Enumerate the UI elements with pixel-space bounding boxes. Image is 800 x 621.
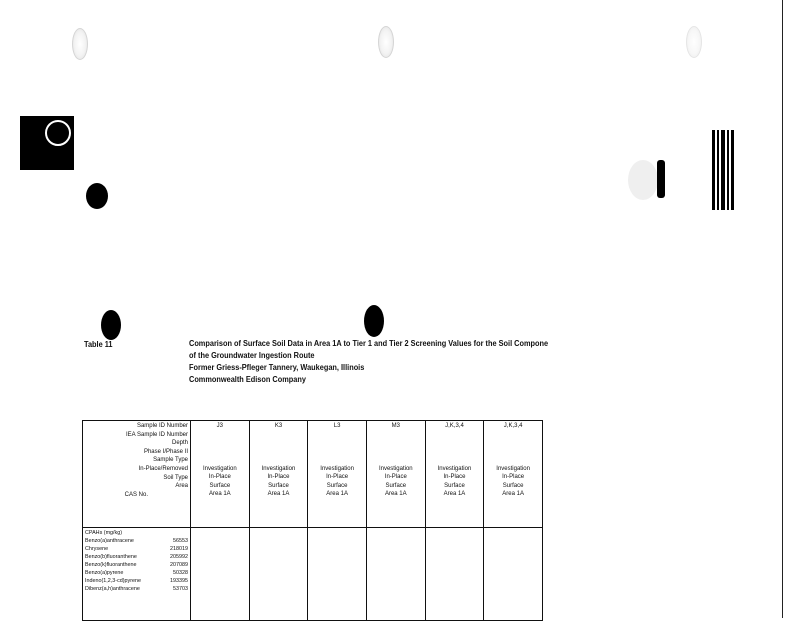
chemical-name: Dibenz(a,h)anthracene xyxy=(85,586,140,592)
area: Area 1A xyxy=(326,491,348,498)
title-line: of the Groundwater Ingestion Route xyxy=(189,351,315,360)
sample-type: Investigation xyxy=(496,465,530,472)
sample-type: Investigation xyxy=(320,465,354,472)
data-cell xyxy=(308,528,367,621)
data-cell xyxy=(366,528,425,621)
punch-dot-table-left xyxy=(101,310,121,340)
cas-number: 193395 xyxy=(170,578,188,584)
title-line: Commonwealth Edison Company xyxy=(189,375,306,384)
data-cell xyxy=(484,528,543,621)
data-cell xyxy=(425,528,484,621)
binder-hole-center xyxy=(378,26,394,58)
title-line: Former Griess-Pfleger Tannery, Waukegan, Illinois xyxy=(189,363,365,372)
sample-column xyxy=(308,421,367,528)
row-header: Sample ID Number xyxy=(136,423,188,429)
area: Area 1A xyxy=(208,491,231,498)
title-line: Comparison of Surface Soil Data in Area 1A to Tier 1 and Tier 2 Screening Values for the Soil Compone xyxy=(189,339,549,348)
soil-type: Surface xyxy=(385,482,407,489)
sample-id: J,K,3,4 xyxy=(503,423,523,429)
sample-id: L3 xyxy=(333,423,341,429)
cas-number: 205992 xyxy=(170,554,188,560)
sample-column xyxy=(484,421,543,528)
in-place-removed: In-Place xyxy=(208,474,231,481)
data-cell xyxy=(249,528,308,621)
soil-type: Surface xyxy=(209,482,231,489)
table-row xyxy=(83,528,543,621)
chemical-name: Benzo(a)anthracene xyxy=(85,538,134,544)
chemical-item xyxy=(85,545,188,553)
punch-dot-upper xyxy=(86,183,108,209)
area: Area 1A xyxy=(502,491,524,498)
chemical-group xyxy=(85,529,188,537)
sample-id: K3 xyxy=(274,423,283,429)
soil-type: Surface xyxy=(326,482,348,489)
sample-id: J3 xyxy=(216,423,223,429)
soil-data-table xyxy=(82,420,543,621)
sample-type: Investigation xyxy=(378,465,413,472)
faint-bleed-mark xyxy=(628,160,658,200)
chemical-name: CPAHs (mg/kg) xyxy=(85,530,123,536)
chemical-item xyxy=(85,553,188,561)
black-tab-mark xyxy=(20,116,74,170)
cas-number: 218019 xyxy=(170,546,188,552)
barcode-mark xyxy=(712,130,734,210)
sample-type: Investigation xyxy=(437,465,472,472)
row-header: CAS No. xyxy=(124,491,148,498)
chemical-name: Benzo(k)fluoranthene xyxy=(85,562,137,568)
sample-type: Investigation xyxy=(261,465,296,472)
sample-column xyxy=(366,421,425,528)
sample-id: M3 xyxy=(391,423,400,429)
in-place-removed: In-Place xyxy=(502,474,525,481)
sample-type: Investigation xyxy=(202,465,237,472)
area: Area 1A xyxy=(443,491,466,498)
chemical-item xyxy=(85,577,188,585)
table-label: Table 11 xyxy=(84,340,113,349)
table-header-row xyxy=(83,421,543,528)
area: Area 1A xyxy=(267,491,290,498)
cas-number: 53703 xyxy=(173,586,188,592)
in-place-removed: In-Place xyxy=(443,474,466,481)
binder-hole-right xyxy=(686,26,702,58)
chemical-item xyxy=(85,537,188,545)
sample-column xyxy=(249,421,308,528)
in-place-removed: In-Place xyxy=(267,474,290,481)
sample-column xyxy=(191,421,250,528)
row-header: Area xyxy=(175,483,188,490)
bleed-glyph xyxy=(657,160,665,198)
area: Area 1A xyxy=(384,491,407,498)
punch-dot-table-center xyxy=(364,305,384,337)
binder-hole-left xyxy=(72,28,88,60)
chemical-list xyxy=(83,528,191,621)
row-header: Sample Type xyxy=(153,457,188,464)
sample-column xyxy=(425,421,484,528)
chemical-item xyxy=(85,561,188,569)
chemical-name: Chrysene xyxy=(85,546,109,552)
table-title xyxy=(189,338,548,386)
page-edge-line xyxy=(782,0,783,618)
row-header-cell xyxy=(83,421,191,528)
cas-number: 207089 xyxy=(170,562,188,568)
row-header: Soil Type xyxy=(163,474,188,481)
row-header: In-Place/Removed xyxy=(138,465,188,472)
chemical-name: Indeno(1,2,3-cd)pyrene xyxy=(85,578,142,584)
cas-number: 50328 xyxy=(173,570,188,576)
chemical-name: Benzo(a)pyrene xyxy=(85,570,124,576)
row-header: IEA Sample ID Number xyxy=(125,431,188,438)
in-place-removed: In-Place xyxy=(326,474,349,481)
row-header: Phase I/Phase II xyxy=(143,448,188,455)
chemical-item xyxy=(85,585,188,593)
row-header: Depth xyxy=(171,440,188,447)
chemical-name: Benzo(b)fluoranthene xyxy=(85,554,137,560)
soil-type: Surface xyxy=(502,482,524,489)
cas-number: 56553 xyxy=(173,538,188,544)
soil-type: Surface xyxy=(268,482,289,489)
chemical-item xyxy=(85,569,188,577)
in-place-removed: In-Place xyxy=(384,474,407,481)
sample-id: J,K,3,4 xyxy=(445,423,464,429)
soil-type: Surface xyxy=(444,482,465,489)
data-cell xyxy=(191,528,250,621)
